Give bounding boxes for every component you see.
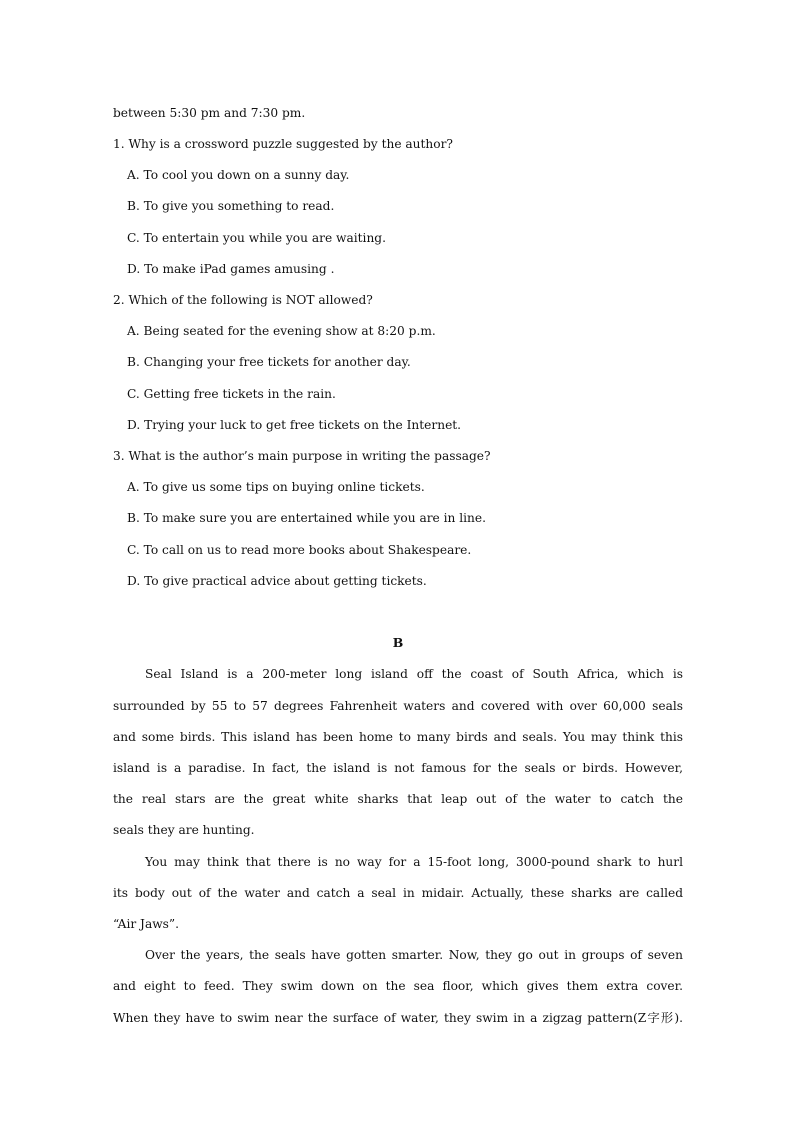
question-3-option-d: D. To give practical advice about getting tickets. bbox=[127, 574, 427, 588]
passage-line: You may think that there is no way for a 15-foot long, 3000-pound shark to hurl bbox=[145, 855, 683, 869]
question-2-option-b: B. Changing your free tickets for another day. bbox=[127, 355, 411, 369]
passage-line: Over the years, the seals have gotten smarter. Now, they go out in groups of seven bbox=[145, 948, 683, 962]
question-3-option-a: A. To give us some tips on buying online tickets. bbox=[127, 480, 425, 494]
question-2-option-d: D. Trying your luck to get free tickets on the Internet. bbox=[127, 418, 462, 432]
question-2-option-a: A. Being seated for the evening show at 8:20 p.m. bbox=[127, 324, 436, 338]
passage-line: its body out of the water and catch a seal in midair. Actually, these sharks are called bbox=[113, 886, 683, 900]
question-1-option-d: D. To make iPad games amusing . bbox=[127, 262, 335, 276]
question-1-option-c: C. To entertain you while you are waiting. bbox=[127, 231, 386, 245]
passage-line: When they have to swim near the surface of water, they swim in a zigzag pattern(Z字形). bbox=[113, 1011, 683, 1025]
question-1-stem: 1. Why is a crossword puzzle suggested by the author? bbox=[113, 137, 453, 151]
question-3-option-c: C. To call on us to read more books about Shakespeare. bbox=[127, 543, 472, 557]
passage-line: and some birds. This island has been home to many birds and seals. You may think this bbox=[113, 730, 683, 744]
section-heading: B bbox=[392, 635, 404, 650]
passage-line: the real stars are the great white sharks that leap out of the water to catch the bbox=[113, 792, 683, 806]
intro-tail: between 5:30 pm and 7:30 pm. bbox=[113, 106, 306, 120]
question-2-option-c: C. Getting free tickets in the rain. bbox=[127, 387, 336, 401]
question-3-stem: 3. What is the author’s main purpose in writing the passage? bbox=[113, 449, 491, 463]
passage-line: and eight to feed. They swim down on the sea floor, which gives them extra cover. bbox=[113, 979, 683, 993]
passage-line: island is a paradise. In fact, the island is not famous for the seals or birds. However, bbox=[113, 761, 683, 775]
passage-line: “Air Jaws”. bbox=[113, 917, 180, 931]
question-1-option-a: A. To cool you down on a sunny day. bbox=[127, 168, 350, 182]
passage-line: Seal Island is a 200-meter long island off the coast of South Africa, which is bbox=[145, 667, 683, 681]
question-1-option-b: B. To give you something to read. bbox=[127, 199, 335, 213]
passage-line: surrounded by 55 to 57 degrees Fahrenheit waters and covered with over 60,000 seals bbox=[113, 699, 683, 713]
question-2-stem: 2. Which of the following is NOT allowed? bbox=[113, 293, 373, 307]
passage-line: seals they are hunting. bbox=[113, 823, 255, 837]
question-3-option-b: B. To make sure you are entertained while you are in line. bbox=[127, 511, 486, 525]
